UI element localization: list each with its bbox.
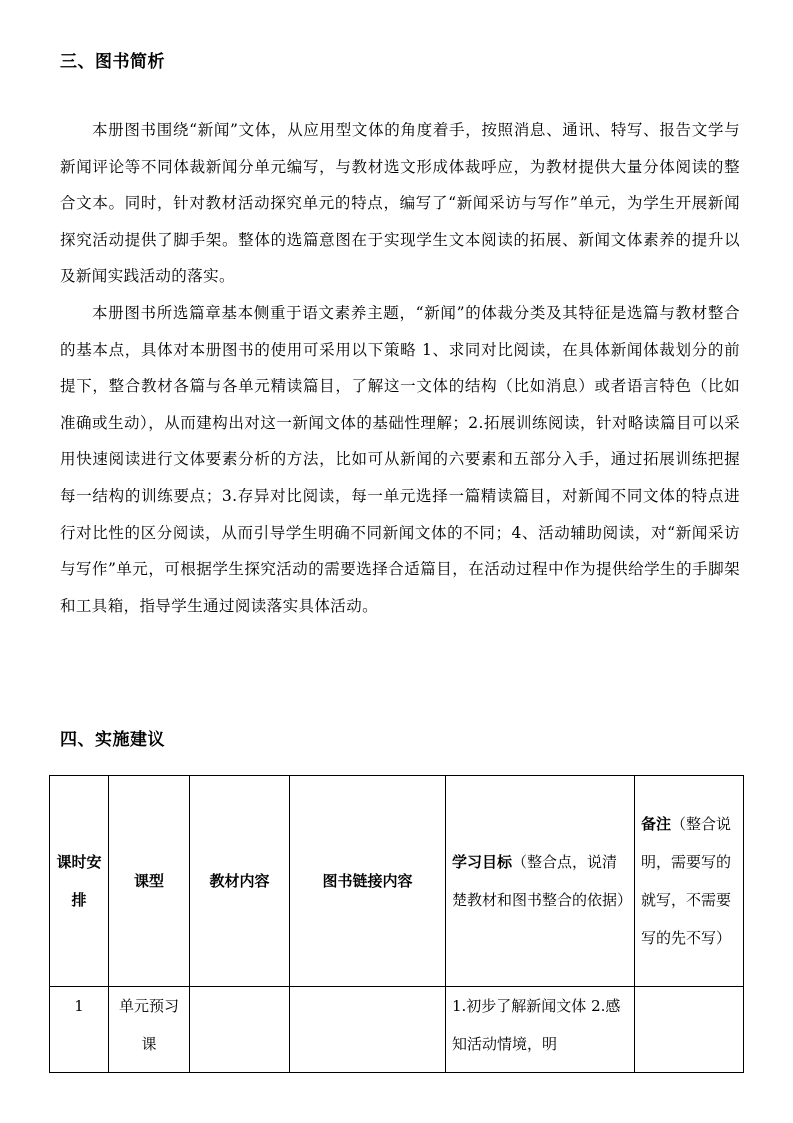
cell-textbook-content: [190, 987, 290, 1073]
header-learning-goals: 学习目标（整合点，说清楚教材和图书整合的依据）: [446, 776, 635, 987]
header-book-link-content: 图书链接内容: [290, 776, 446, 987]
header-lesson-type: 课型: [109, 776, 190, 987]
table-row: [50, 987, 744, 1073]
book-analysis-paragraph-1: 本册图书围绕“新闻”文体，从应用型文体的角度着手，按照消息、通讯、特写、报告文学与新闻评论等不同体裁新闻分单元编写，与教材选文形成体裁呼应，为教材提供大量分体阅读的整合文本。同时，针对教材活动探究单元的特点，编写了“新闻采访与写作”单元，为学生开展新闻探究活动提供了脚手架。整体的选篇意图在于实现学生文本阅读的拓展、新闻文体素养的提升以及新闻实践活动的落实。: [60, 121, 740, 286]
implementation-plan-table: [49, 775, 744, 1073]
cell-book-link-content: [290, 987, 446, 1073]
header-period: 课时安排: [50, 776, 109, 987]
header-textbook-content: 教材内容: [190, 776, 290, 987]
book-analysis-paragraph-2: 本册图书所选篇章基本侧重于语文素养主题，“新闻”的体裁分类及其特征是选篇与教材整合的基本点，具体对本册图书的使用可采用以下策略 1、求同对比阅读，在具体新闻体裁划分的前提下，整合教材各篇与各单元精读篇目，了解这一文体的结构（比如消息）或者语言特色（比如准确或生动），从而建构出对这一新闻文体的基础性理解；2.拓展训练阅读，针对略读篇目可以采用快速阅读进行文体要素分析的方法，比如可从新闻的六要素和五部分入手，通过拓展训练把握每一结构的训练要点；3.存异对比阅读，每一单元选择一篇精读篇目，对新闻不同文体的特点进行对比性的区分阅读，从而引导学生明确不同新闻文体的不同；4、活动辅助阅读，对“新闻采访与写作”单元，可根据学生探究活动的需要选择合适篇目，在活动过程中作为提供给学生的手脚架和工具箱，指导学生通过阅读落实具体活动。: [60, 304, 740, 615]
cell-notes: [635, 987, 744, 1073]
cell-period: 1: [50, 987, 109, 1073]
cell-learning-goals: 1.初步了解新闻文体 2.感知活动情境，明: [446, 987, 635, 1073]
cell-lesson-type: 单元预习课: [109, 987, 190, 1073]
section-4-heading: 四、实施建议: [60, 730, 165, 750]
section-3-heading: 三、图书简析: [60, 52, 165, 72]
header-notes: 备注（整合说明，需要写的就写，不需要写的先不写）: [635, 776, 744, 987]
table-header-row: [50, 776, 744, 987]
